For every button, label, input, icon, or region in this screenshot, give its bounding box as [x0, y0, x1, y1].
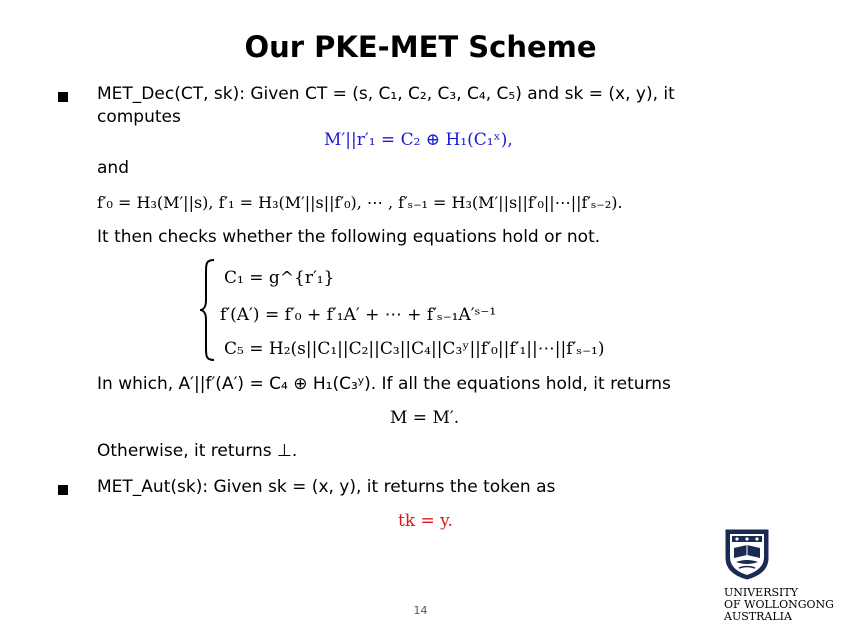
equation-decrypt: M′||r′₁ = C₂ ⊕ H₁(C₁ˣ),: [324, 130, 513, 150]
page-number: 14: [413, 604, 428, 617]
university-name-line-3: AUSTRALIA: [724, 610, 792, 623]
equation-hash-chain: f′₀ = H₃(M′||s), f′₁ = H₃(M′||s||f′₀), ⋯ , f′ₛ₋₁ = H₃(M′||s||f′₀||⋯||f′ₛ₋₂).: [97, 193, 623, 212]
university-name-line-2: OF WOLLONGONG: [724, 598, 834, 611]
text-in-which: In which, A′||f′(A′) = C₄ ⊕ H₁(C₃ʸ). If all the equations hold, it returns: [97, 374, 671, 394]
left-brace: [198, 258, 218, 362]
university-name: [724, 587, 834, 623]
bullet-marker: [58, 485, 68, 495]
text-check: It then checks whether the following equations hold or not.: [97, 227, 601, 247]
text-otherwise: Otherwise, it returns ⊥.: [97, 441, 298, 461]
text-and: and: [97, 158, 129, 178]
bullet1-lead-continued: computes: [97, 107, 181, 127]
bullet1-lead: MET_Dec(CT, sk): Given CT = (s, C₁, C₂, C₃, C₄, C₅) and sk = (x, y), it: [97, 84, 675, 104]
equation-token: tk = y.: [398, 511, 453, 531]
bullet-marker: [58, 92, 68, 102]
university-name-line-1: UNIVERSITY: [724, 586, 798, 599]
equation-system-line-1: C₁ = g^{r′₁}: [224, 268, 335, 288]
equation-system-line-3: C₅ = H₂(s||C₁||C₂||C₃||C₄||C₃ʸ||f′₀||f′₁||⋯||f′ₛ₋₁): [224, 339, 605, 359]
equation-result: M = M′.: [390, 408, 460, 428]
university-crest-icon: [722, 528, 772, 580]
slide-title: Our PKE-MET Scheme: [244, 30, 597, 64]
bullet2-lead: MET_Aut(sk): Given sk = (x, y), it returns the token as: [97, 477, 556, 497]
equation-system-line-2: f′(A′) = f′₀ + f′₁A′ + ⋯ + f′ₛ₋₁A′ˢ⁻¹: [220, 305, 497, 325]
